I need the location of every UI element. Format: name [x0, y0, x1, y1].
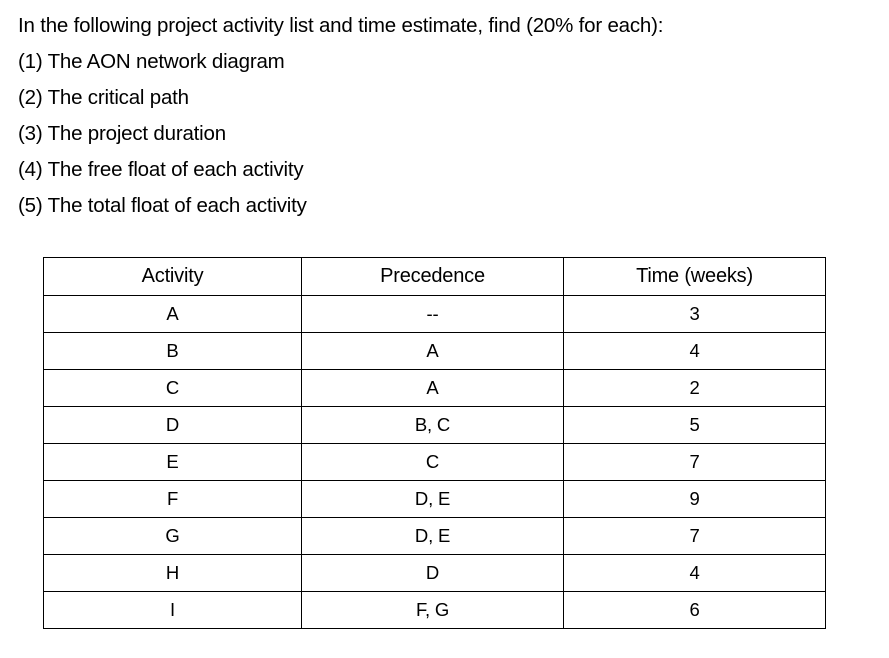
table-row: [44, 444, 826, 481]
table-row: [44, 592, 826, 629]
time-cell: 6: [564, 592, 826, 629]
table-row: [44, 555, 826, 592]
question-item: (5) The total float of each activity: [18, 194, 307, 217]
header-time: Time (weeks): [564, 258, 826, 296]
activity-table: [43, 257, 826, 629]
precedence-cell: A: [302, 333, 564, 370]
table-row: [44, 518, 826, 555]
precedence-cell: D: [302, 555, 564, 592]
activity-cell: E: [44, 444, 302, 481]
time-cell: 4: [564, 555, 826, 592]
activity-cell: C: [44, 370, 302, 407]
time-cell: 2: [564, 370, 826, 407]
precedence-cell: C: [302, 444, 564, 481]
precedence-cell: F, G: [302, 592, 564, 629]
activity-cell: A: [44, 296, 302, 333]
precedence-cell: B, C: [302, 407, 564, 444]
question-item: (4) The free float of each activity: [18, 158, 304, 181]
activity-cell: B: [44, 333, 302, 370]
table-row: [44, 296, 826, 333]
activity-cell: F: [44, 481, 302, 518]
time-cell: 5: [564, 407, 826, 444]
time-cell: 3: [564, 296, 826, 333]
table-row: [44, 370, 826, 407]
table-row: [44, 333, 826, 370]
activity-cell: H: [44, 555, 302, 592]
time-cell: 7: [564, 518, 826, 555]
question-item: (3) The project duration: [18, 122, 226, 145]
activity-cell: G: [44, 518, 302, 555]
question-item: (2) The critical path: [18, 86, 189, 109]
activity-cell: I: [44, 592, 302, 629]
question-item: (1) The AON network diagram: [18, 50, 285, 73]
table-header-row: [44, 258, 826, 296]
precedence-cell: D, E: [302, 481, 564, 518]
intro-text: In the following project activity list and time estimate, find (20% for each):: [18, 14, 664, 37]
table-row: [44, 407, 826, 444]
question-list: [18, 44, 878, 224]
time-cell: 9: [564, 481, 826, 518]
table-row: [44, 481, 826, 518]
header-activity: Activity: [44, 258, 302, 296]
precedence-cell: D, E: [302, 518, 564, 555]
problem-statement: [18, 8, 878, 224]
header-precedence: Precedence: [302, 258, 564, 296]
precedence-cell: A: [302, 370, 564, 407]
time-cell: 4: [564, 333, 826, 370]
activity-cell: D: [44, 407, 302, 444]
time-cell: 7: [564, 444, 826, 481]
precedence-cell: --: [302, 296, 564, 333]
